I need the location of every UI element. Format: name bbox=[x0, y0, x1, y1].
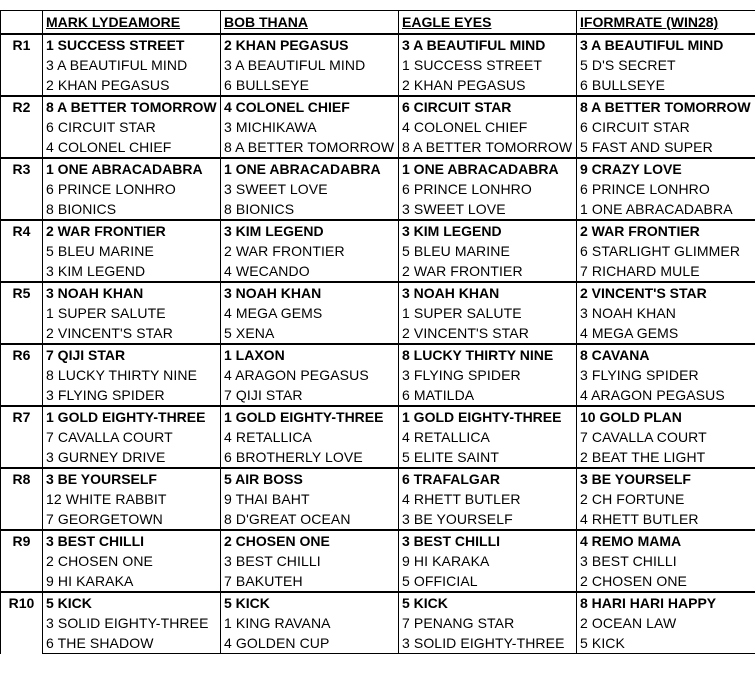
pick-cell: 4 ARAGON PEGASUS bbox=[221, 365, 399, 385]
pick-cell: 4 COLONEL CHIEF bbox=[43, 137, 221, 158]
pick-cell: 1 SUCCESS STREET bbox=[43, 34, 221, 55]
pick-cell: 12 WHITE RABBIT bbox=[43, 489, 221, 509]
pick-cell: 8 A BETTER TOMORROW bbox=[221, 137, 399, 158]
pick-cell: 3 SOLID EIGHTY-THREE bbox=[43, 613, 221, 633]
pick-cell: 3 SWEET LOVE bbox=[399, 199, 577, 220]
race-label: R1 bbox=[1, 34, 43, 96]
race-pick-row bbox=[1, 137, 755, 158]
pick-cell: 9 THAI BAHT bbox=[221, 489, 399, 509]
pick-cell: 2 WAR FRONTIER bbox=[577, 220, 755, 241]
header-tipster-1: MARK LYDEAMORE bbox=[43, 11, 221, 35]
pick-cell: 3 NOAH KHAN bbox=[221, 282, 399, 303]
pick-cell: 3 BE YOURSELF bbox=[577, 468, 755, 489]
pick-cell: 7 RICHARD MULE bbox=[577, 261, 755, 282]
pick-cell: 2 CHOSEN ONE bbox=[577, 571, 755, 592]
pick-cell: 4 GOLDEN CUP bbox=[221, 633, 399, 654]
pick-cell: 5 KICK bbox=[43, 592, 221, 613]
pick-cell: 3 BEST CHILLI bbox=[577, 551, 755, 571]
pick-cell: 1 ONE ABRACADABRA bbox=[577, 199, 755, 220]
race-top-pick-row bbox=[1, 592, 755, 613]
pick-cell: 4 RHETT BUTLER bbox=[577, 509, 755, 530]
header-tipster-2: BOB THANA bbox=[221, 11, 399, 35]
race-pick-row bbox=[1, 633, 755, 654]
pick-cell: 3 FLYING SPIDER bbox=[43, 385, 221, 406]
race-pick-row bbox=[1, 447, 755, 468]
pick-cell: 1 SUCCESS STREET bbox=[399, 55, 577, 75]
pick-cell: 6 CIRCUIT STAR bbox=[43, 117, 221, 137]
pick-cell: 2 KHAN PEGASUS bbox=[399, 75, 577, 96]
pick-cell: 1 SUPER SALUTE bbox=[399, 303, 577, 323]
pick-cell: 3 NOAH KHAN bbox=[399, 282, 577, 303]
pick-cell: 5 XENA bbox=[221, 323, 399, 344]
pick-cell: 3 BE YOURSELF bbox=[399, 509, 577, 530]
pick-cell: 6 MATILDA bbox=[399, 385, 577, 406]
race-pick-row bbox=[1, 509, 755, 530]
pick-cell: 3 A BEAUTIFUL MIND bbox=[399, 34, 577, 55]
pick-cell: 2 CH FORTUNE bbox=[577, 489, 755, 509]
header-row bbox=[1, 11, 755, 35]
tipster-table bbox=[0, 10, 755, 654]
race-pick-row bbox=[1, 323, 755, 344]
pick-cell: 5 OFFICIAL bbox=[399, 571, 577, 592]
pick-cell: 1 KING RAVANA bbox=[221, 613, 399, 633]
race-top-pick-row bbox=[1, 530, 755, 551]
pick-cell: 4 RETALLICA bbox=[221, 427, 399, 447]
pick-cell: 8 CAVANA bbox=[577, 344, 755, 365]
race-pick-row bbox=[1, 489, 755, 509]
race-top-pick-row bbox=[1, 468, 755, 489]
pick-cell: 4 MEGA GEMS bbox=[221, 303, 399, 323]
header-tipster-4: IFORMRATE (WIN28) bbox=[577, 11, 755, 35]
pick-cell: 2 VINCENT'S STAR bbox=[399, 323, 577, 344]
pick-cell: 2 CHOSEN ONE bbox=[43, 551, 221, 571]
pick-cell: 2 VINCENT'S STAR bbox=[43, 323, 221, 344]
pick-cell: 5 KICK bbox=[399, 592, 577, 613]
race-top-pick-row bbox=[1, 158, 755, 179]
race-pick-row bbox=[1, 117, 755, 137]
race-pick-row bbox=[1, 385, 755, 406]
pick-cell: 7 PENANG STAR bbox=[399, 613, 577, 633]
pick-cell: 1 ONE ABRACADABRA bbox=[221, 158, 399, 179]
pick-cell: 6 PRINCE LONHRO bbox=[577, 179, 755, 199]
pick-cell: 3 A BEAUTIFUL MIND bbox=[43, 55, 221, 75]
pick-cell: 3 NOAH KHAN bbox=[577, 303, 755, 323]
pick-cell: 6 BULLSEYE bbox=[577, 75, 755, 96]
race-label: R2 bbox=[1, 96, 43, 158]
pick-cell: 1 LAXON bbox=[221, 344, 399, 365]
pick-cell: 2 WAR FRONTIER bbox=[43, 220, 221, 241]
pick-cell: 7 CAVALLA COURT bbox=[43, 427, 221, 447]
pick-cell: 8 A BETTER TOMORROW bbox=[399, 137, 577, 158]
pick-cell: 5 AIR BOSS bbox=[221, 468, 399, 489]
pick-cell: 4 ARAGON PEGASUS bbox=[577, 385, 755, 406]
pick-cell: 2 OCEAN LAW bbox=[577, 613, 755, 633]
pick-cell: 2 KHAN PEGASUS bbox=[43, 75, 221, 96]
pick-cell: 5 KICK bbox=[577, 633, 755, 654]
race-label: R4 bbox=[1, 220, 43, 282]
pick-cell: 6 STARLIGHT GLIMMER bbox=[577, 241, 755, 261]
pick-cell: 8 D'GREAT OCEAN bbox=[221, 509, 399, 530]
race-pick-row bbox=[1, 551, 755, 571]
pick-cell: 9 CRAZY LOVE bbox=[577, 158, 755, 179]
pick-cell: 3 A BEAUTIFUL MIND bbox=[577, 34, 755, 55]
race-pick-row bbox=[1, 75, 755, 96]
pick-cell: 8 A BETTER TOMORROW bbox=[43, 96, 221, 117]
pick-cell: 3 SWEET LOVE bbox=[221, 179, 399, 199]
pick-cell: 1 ONE ABRACADABRA bbox=[43, 158, 221, 179]
pick-cell: 8 BIONICS bbox=[221, 199, 399, 220]
pick-cell: 4 RETALLICA bbox=[399, 427, 577, 447]
pick-cell: 4 WECANDO bbox=[221, 261, 399, 282]
pick-cell: 7 QIJI STAR bbox=[43, 344, 221, 365]
pick-cell: 5 BLEU MARINE bbox=[399, 241, 577, 261]
race-label: R10 bbox=[1, 592, 43, 654]
pick-cell: 2 WAR FRONTIER bbox=[399, 261, 577, 282]
pick-cell: 3 MICHIKAWA bbox=[221, 117, 399, 137]
pick-cell: 6 TRAFALGAR bbox=[399, 468, 577, 489]
pick-cell: 1 ONE ABRACADABRA bbox=[399, 158, 577, 179]
race-label: R8 bbox=[1, 468, 43, 530]
pick-cell: 7 QIJI STAR bbox=[221, 385, 399, 406]
pick-cell: 7 GEORGETOWN bbox=[43, 509, 221, 530]
pick-cell: 6 CIRCUIT STAR bbox=[577, 117, 755, 137]
race-pick-row bbox=[1, 571, 755, 592]
pick-cell: 3 A BEAUTIFUL MIND bbox=[221, 55, 399, 75]
pick-cell: 6 PRINCE LONHRO bbox=[399, 179, 577, 199]
pick-cell: 3 BEST CHILLI bbox=[399, 530, 577, 551]
pick-cell: 5 D'S SECRET bbox=[577, 55, 755, 75]
header-tipster-3: EAGLE EYES bbox=[399, 11, 577, 35]
pick-cell: 5 BLEU MARINE bbox=[43, 241, 221, 261]
pick-cell: 4 RHETT BUTLER bbox=[399, 489, 577, 509]
race-top-pick-row bbox=[1, 344, 755, 365]
pick-cell: 4 MEGA GEMS bbox=[577, 323, 755, 344]
pick-cell: 6 BULLSEYE bbox=[221, 75, 399, 96]
race-label: R7 bbox=[1, 406, 43, 468]
pick-cell: 2 CHOSEN ONE bbox=[221, 530, 399, 551]
pick-cell: 3 BE YOURSELF bbox=[43, 468, 221, 489]
pick-cell: 9 HI KARAKA bbox=[399, 551, 577, 571]
pick-cell: 3 FLYING SPIDER bbox=[399, 365, 577, 385]
race-top-pick-row bbox=[1, 220, 755, 241]
pick-cell: 5 ELITE SAINT bbox=[399, 447, 577, 468]
pick-cell: 9 HI KARAKA bbox=[43, 571, 221, 592]
pick-cell: 1 GOLD EIGHTY-THREE bbox=[221, 406, 399, 427]
race-pick-row bbox=[1, 261, 755, 282]
pick-cell: 8 BIONICS bbox=[43, 199, 221, 220]
pick-cell: 3 FLYING SPIDER bbox=[577, 365, 755, 385]
race-label: R6 bbox=[1, 344, 43, 406]
pick-cell: 3 BEST CHILLI bbox=[221, 551, 399, 571]
race-pick-row bbox=[1, 199, 755, 220]
pick-cell: 1 GOLD EIGHTY-THREE bbox=[43, 406, 221, 427]
race-top-pick-row bbox=[1, 406, 755, 427]
pick-cell: 3 KIM LEGEND bbox=[43, 261, 221, 282]
pick-cell: 3 GURNEY DRIVE bbox=[43, 447, 221, 468]
pick-cell: 8 A BETTER TOMORROW bbox=[577, 96, 755, 117]
pick-cell: 10 GOLD PLAN bbox=[577, 406, 755, 427]
pick-cell: 2 KHAN PEGASUS bbox=[221, 34, 399, 55]
race-label: R9 bbox=[1, 530, 43, 592]
pick-cell: 3 NOAH KHAN bbox=[43, 282, 221, 303]
pick-cell: 3 KIM LEGEND bbox=[399, 220, 577, 241]
race-top-pick-row bbox=[1, 96, 755, 117]
pick-cell: 8 HARI HARI HAPPY bbox=[577, 592, 755, 613]
race-top-pick-row bbox=[1, 34, 755, 55]
pick-cell: 8 LUCKY THIRTY NINE bbox=[43, 365, 221, 385]
race-pick-row bbox=[1, 241, 755, 261]
pick-cell: 5 KICK bbox=[221, 592, 399, 613]
race-label: R3 bbox=[1, 158, 43, 220]
race-pick-row bbox=[1, 613, 755, 633]
pick-cell: 2 VINCENT'S STAR bbox=[577, 282, 755, 303]
pick-cell: 2 WAR FRONTIER bbox=[221, 241, 399, 261]
race-pick-row bbox=[1, 303, 755, 323]
race-pick-row bbox=[1, 427, 755, 447]
pick-cell: 4 REMO MAMA bbox=[577, 530, 755, 551]
pick-cell: 3 KIM LEGEND bbox=[221, 220, 399, 241]
race-top-pick-row bbox=[1, 282, 755, 303]
pick-cell: 1 SUPER SALUTE bbox=[43, 303, 221, 323]
pick-cell: 6 CIRCUIT STAR bbox=[399, 96, 577, 117]
pick-cell: 4 COLONEL CHIEF bbox=[399, 117, 577, 137]
pick-cell: 3 BEST CHILLI bbox=[43, 530, 221, 551]
pick-cell: 4 COLONEL CHIEF bbox=[221, 96, 399, 117]
pick-cell: 1 GOLD EIGHTY-THREE bbox=[399, 406, 577, 427]
pick-cell: 8 LUCKY THIRTY NINE bbox=[399, 344, 577, 365]
pick-cell: 3 SOLID EIGHTY-THREE bbox=[399, 633, 577, 654]
pick-cell: 5 FAST AND SUPER bbox=[577, 137, 755, 158]
pick-cell: 6 PRINCE LONHRO bbox=[43, 179, 221, 199]
race-pick-row bbox=[1, 55, 755, 75]
race-label: R5 bbox=[1, 282, 43, 344]
race-pick-row bbox=[1, 365, 755, 385]
pick-cell: 2 BEAT THE LIGHT bbox=[577, 447, 755, 468]
header-race bbox=[1, 11, 43, 35]
pick-cell: 6 THE SHADOW bbox=[43, 633, 221, 654]
pick-cell: 7 CAVALLA COURT bbox=[577, 427, 755, 447]
pick-cell: 6 BROTHERLY LOVE bbox=[221, 447, 399, 468]
pick-cell: 7 BAKUTEH bbox=[221, 571, 399, 592]
race-pick-row bbox=[1, 179, 755, 199]
